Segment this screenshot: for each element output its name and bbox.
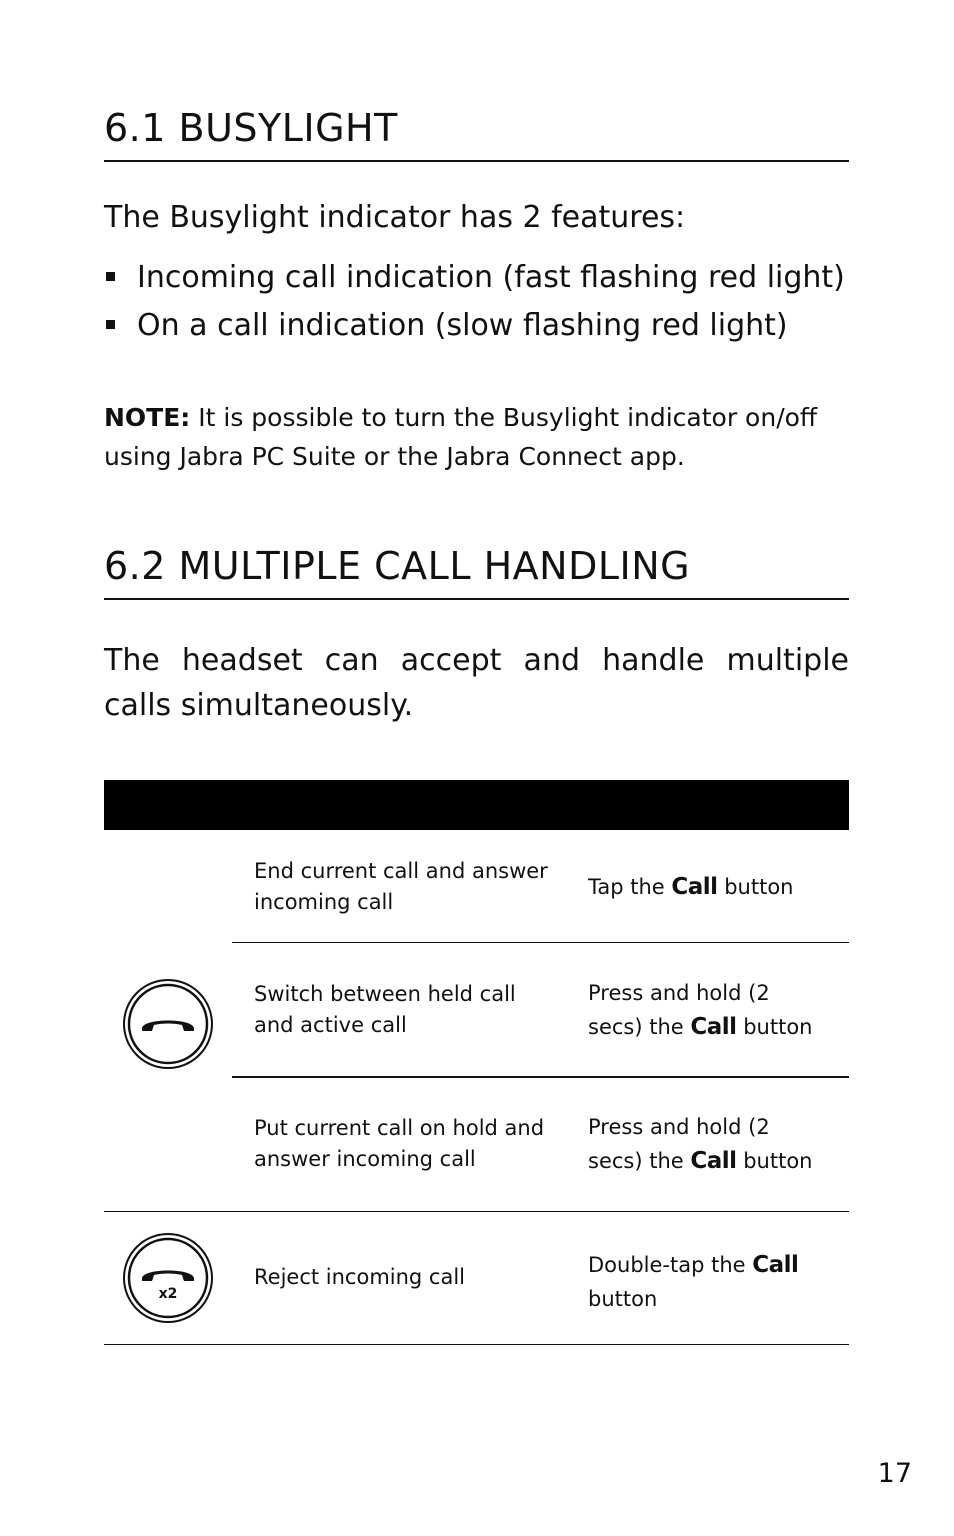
table-header-bar [104, 780, 849, 830]
section-title-busylight: 6.1 BUSYLIGHT [104, 106, 849, 162]
double-tap-badge: x2 [158, 1286, 178, 1302]
call-button-label: Call [671, 874, 718, 900]
note-text: It is possible to turn the Busylight indicator on/off using Jabra PC Suite or the Jabra Connect app. [104, 403, 818, 471]
section-title-multiple-call-handling: 6.2 MULTIPLE CALL HANDLING [104, 544, 849, 600]
bullet-square-icon [106, 272, 115, 281]
busylight-feature-list [104, 258, 845, 354]
row-action: Press and hold (2 secs) the Call button [588, 1115, 813, 1174]
list-item: Incoming call indication (fast flashing red light) [104, 258, 845, 306]
call-button-double-tap-icon [122, 1232, 214, 1324]
multiple-call-intro: The headset can accept and handle multiple calls simultaneously. [104, 643, 849, 723]
table-row [104, 1212, 849, 1345]
row-description: Put current call on hold and answer incoming call [254, 1116, 545, 1171]
row-description: Reject incoming call [254, 1265, 466, 1289]
list-item: On a call indication (slow flashing red light) [104, 306, 845, 354]
call-handling-table [104, 780, 849, 1311]
busylight-note [104, 398, 849, 476]
call-button-label: Call [752, 1252, 799, 1278]
bullet-square-icon [106, 320, 115, 329]
row-action: Press and hold (2 secs) the Call button [588, 981, 813, 1040]
table-bottom-border [104, 1344, 849, 1345]
table-row [104, 830, 849, 943]
call-button-icon [122, 978, 214, 1070]
row-description: Switch between held call and active call [254, 982, 516, 1037]
page-number: 17 [877, 1458, 912, 1489]
row-action: Double-tap the Call button [588, 1252, 799, 1311]
table-row [104, 943, 849, 1077]
call-button-label: Call [690, 1148, 737, 1174]
note-label: NOTE: [104, 403, 191, 432]
busylight-intro: The Busylight indicator has 2 features: [104, 200, 686, 235]
call-button-label: Call [690, 1014, 737, 1040]
row-description: End current call and answer incoming call [254, 859, 548, 914]
row-action: Tap the Call button [588, 874, 794, 900]
table-row [104, 1077, 849, 1211]
